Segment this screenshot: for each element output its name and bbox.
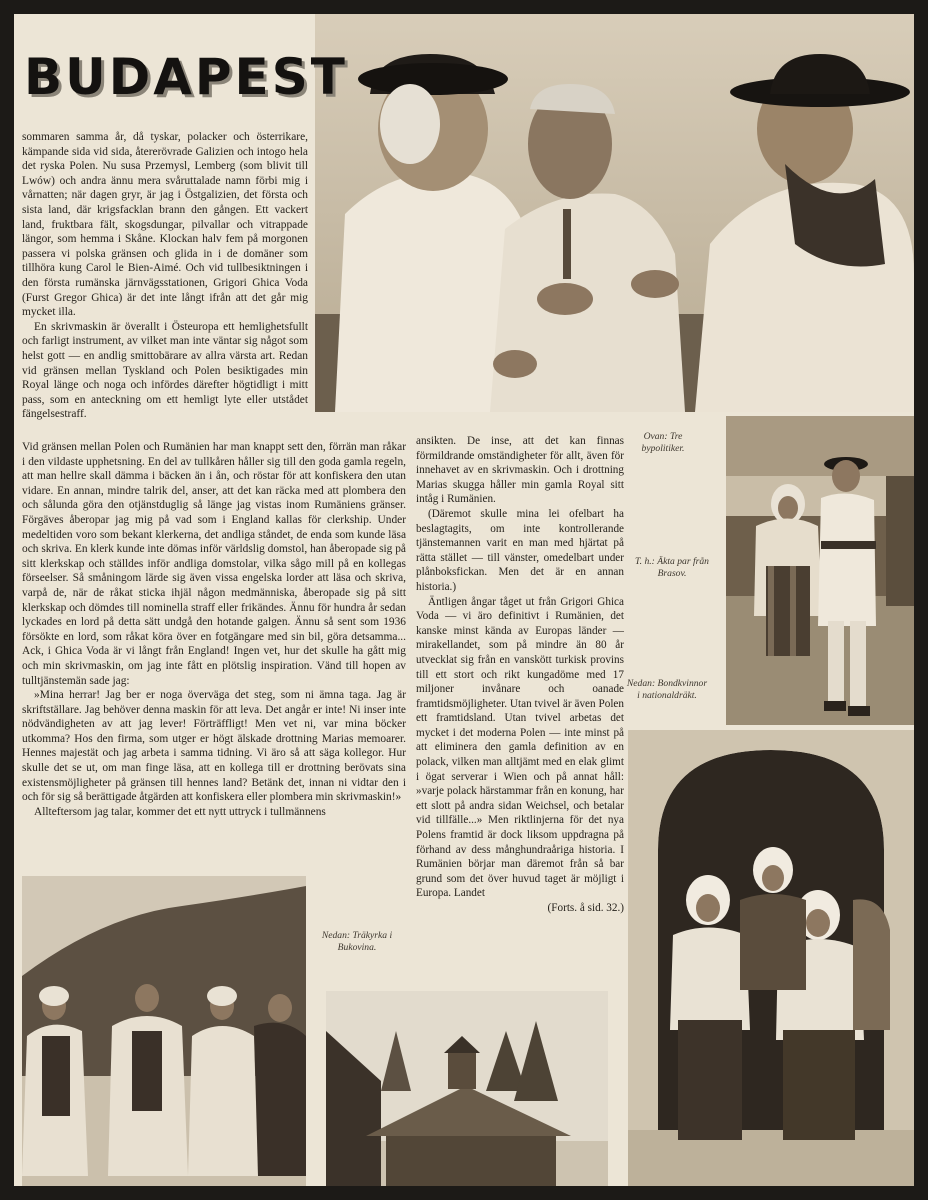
continued-note: (Forts. å sid. 32.) <box>547 902 624 914</box>
page-title: BUDAPEST <box>24 48 348 106</box>
article-column-wide <box>22 440 406 819</box>
photo-group-women <box>22 876 306 1186</box>
caption-below-right: Nedan: Bondkvinnor i nationaldräkt. <box>626 678 708 701</box>
paragraph: (Däremot skulle mina lei ofelbart ha beslagtagits, om inte kontrollerande tjänstemannen varit en man med hjärtat på rätta stället — till vänster, omedelbart under plånboksfickan. Men det är en annan historia.) <box>416 507 624 593</box>
paragraph: ansikten. De inse, att det kan finnas förmildrande omständigheter för allt, även för innehavet av en skrivmaskin. Och i drottning Marias skugga håller min gamla Royal sitt intåg i Rumänien. <box>416 435 624 506</box>
article-column-middle <box>416 434 624 916</box>
paragraph: Vid gränsen mellan Polen och Rumänien har man knappt sett den, förrän man råkar i den vildaste upphetsning. En del av tullkåren håller sig till den goda gamla regeln, att man hellre skall dämma i bäcken än i ån, och röstar för att konfiskera den utan vidare. En annan, mindre talrik del, anser, att det kan räcka med att plombera den och sålunda göra den otjänstduglig så länge jag vistas inom Rumäniens gränser. Förgäves åberopar jag mig på vad som i England kallas för clerkship. Under medeltiden voro som bekant klerkerna, det andliga ståndet, de enda som kunde läsa och skriva. En klerk kunde inte dömas inför världslig domstol, han åberopade sig på sitt klerkskap och ställdes inför andliga domstolar, vilka sågo mill på en kollegas förseelser. Så småningom lärde sig även vissa engelska lorder att läsa och skriva, varpå de, när de råkat sticka ihjäl någon medmänniska, åberopade sig på sitt klerkskap och dömdes till nominella straff eller frikändes. Ännu för hundra år sedan lyckades en lord på detta sätt undgå den hotande galgen. Ännu så sent som 1936 försökte en lord, som råkat köra över en fotgängare med sin bil, göra detsamma... Ack, i Ghica Voda är vi långt från England! Ingen vet, hur det skulle ha gått mig och min skrivmaskin, om jag inte fått en plötslig inspiration. Vänd till hopen av tulltjänstemän sade jag: <box>22 441 406 687</box>
paragraph: sommaren samma år, då tyskar, polacker och österrikare, kämpande sida vid sida, återerövrade Galizien och intogo hela det ryska Polen. Nu susa Przemysl, Lemberg (som blivit till Lwów) och andra ännu mera svåruttalade namn förbi mig i vårnatten; när dagen gryr, är jag i Östgalizien, det första och sista land, där krigsfacklan brann den gången. Ett vackert land, fruktbara fält, skogsdungar, pilvallar och vitrappade längor, som hemma i Skåne. Klockan halv fem på morgonen passera vi polska gränsen och glida in i de domäner som tillhöra kung Carol le Bien-Aimé. Och vid tullbesiktningen i den första rumänska järnvägsstationen, Grigori Ghica Voda (Furst Gregor Ghica) är det inte långt ifrån att det går mig mycket illa. <box>22 131 308 319</box>
photo-couple-brasov <box>726 416 914 725</box>
caption-right: T. h.: Äkta par från Brasov. <box>635 556 709 579</box>
caption-above: Ovan: Tre bypolitiker. <box>641 431 685 454</box>
article-column-left <box>22 130 308 422</box>
paragraph: En skrivmaskin är överallt i Östeuropa ett hemlighetsfullt och farligt instrument, av vilket man inte väntar sig något som helst gott — en andlig smittobärare av allra värsta art. Redan vid gränsen mellan Tyskland och Polen besiktigades min Royal länge och noga och infördes därefter högtidligt i mitt pass, som en anteckning om ett hemligt lyte eller utstådet fängelsestraff. <box>22 320 308 421</box>
caption-below-church: Nedan: Träkyrka i Bukovina. <box>321 930 393 953</box>
magazine-page <box>14 14 914 1186</box>
photo-peasant-women <box>628 730 914 1186</box>
paragraph: Äntligen ångar tåget ut från Grigori Ghica Voda — vi äro definitivt i Rumänien, det kanske minst kända av Europas länder — mirakellandet, som på mindre än 80 år utvecklat sig från en vanskött turkisk provins till ett stort och rikt kungadöme med 17 miljoner invånare och oanade framtidsmöjligheter. Utan tvivel är även Polen ett framtidsland. Utan tvivel arbetas det mycket i det moderna Polen — inte minst på att eliminera den gamla definition av en polack, vilken man alltjämt med en elak glimt i ögat serverar i Wien och på annat håll: »varje polack härstammar från en konung, har ett slott på andra sidan Weichsel, och betalar vid tillfälle...» Men riktlinjerna för det nya Polens framtid är dock liksom uppdragna på förhand av dess månghundraåriga historia. I Rumänien börjar man däremot från så bar grund som det över huvud taget är möjligt i Europa. Landet <box>416 595 624 900</box>
photo-three-elders <box>315 14 914 412</box>
paragraph: Allteftersom jag talar, kommer det ett nytt uttryck i tullmännens <box>34 805 326 818</box>
photo-wooden-church <box>326 991 608 1186</box>
paragraph: »Mina herrar! Jag ber er noga överväga det steg, som ni ämna taga. Jag är skriftställare. Jag behöver denna maskin för att leva. Det angår er inte! Ni inser inte nödvändigheten av att jag lever! Förträffligt! Men vet ni, var mina böcker utkomma? Hos den firma, som utger er högt älskade drottning Marias memoarer. Hennes majestät och jag arbeta i samma tidning. Vi äro så att säga kollegor. Hur skulle det se ut, om man finge läsa, att en kollega till er drottning berövats sina existensmöjligheter på gränsen till hennes land? Betänk det, innan ni vidtar den i och för sig så berättigade åtgärden att konfiskera eller plombera min skrivmaskin!» <box>22 689 406 804</box>
